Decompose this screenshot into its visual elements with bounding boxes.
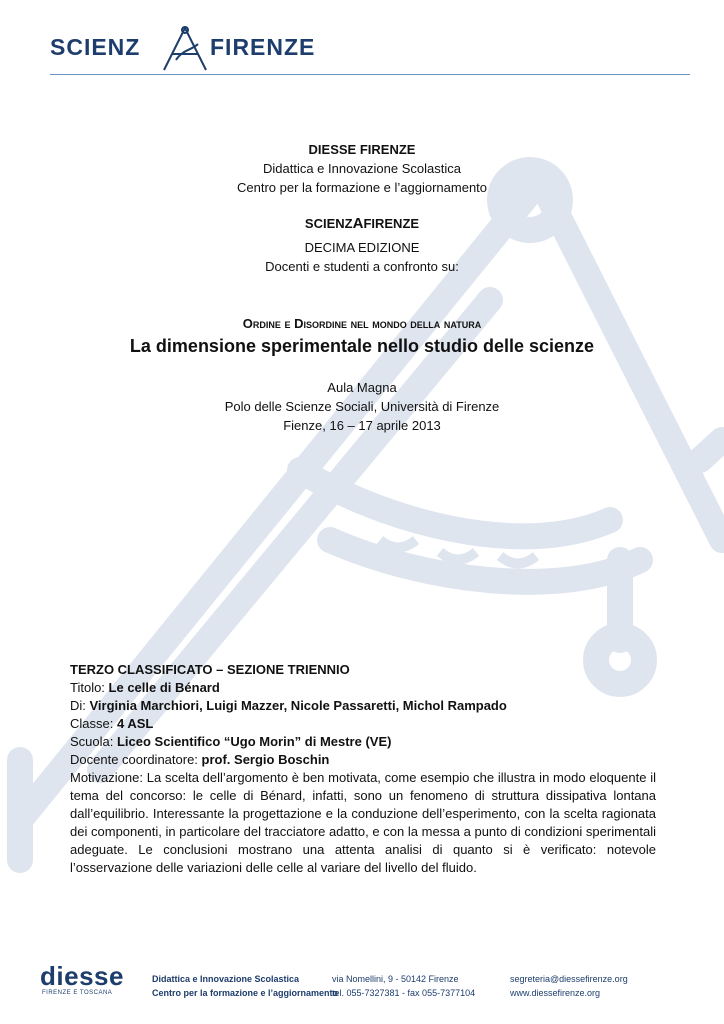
report-authors-value: Virginia Marchiori, Luigi Mazzer, Nicole Passaretti, Michol Rampado xyxy=(89,698,507,713)
topic-block xyxy=(0,314,724,359)
footer-website-link[interactable]: www.diessefirenze.org xyxy=(510,988,601,998)
report-title-row xyxy=(70,679,656,697)
footer-logo-sub: FIRENZE E TOSCANA xyxy=(42,990,113,996)
footer-phone-line: tel. 055-7327381 - fax 055-7377104 xyxy=(332,988,476,998)
footer-logo xyxy=(40,962,130,996)
report-school-value: Liceo Scientifico “Ugo Morin” di Mestre (VE) xyxy=(116,734,392,749)
compass-logo-icon xyxy=(162,24,208,72)
footer-address-line: via Nomellini, 9 - 50142 Firenze xyxy=(332,974,459,984)
report-class-label: Classe: xyxy=(70,716,117,731)
venue-place: Aula Magna xyxy=(327,380,397,395)
edition-block xyxy=(0,214,724,276)
org-line-1: Didattica e Innovazione Scolastica xyxy=(262,161,461,176)
edition-title-part-a: SCIENZ xyxy=(304,216,353,231)
edition-title xyxy=(0,214,724,233)
venue-institution: Polo delle Scienze Sociali, Università di Firenze xyxy=(224,399,500,414)
footer-org-info xyxy=(152,972,338,1000)
org-line-2: Centro per la formazione e l’aggiornamento xyxy=(236,180,488,195)
page-footer xyxy=(0,962,724,1002)
report-teacher-row xyxy=(70,751,656,769)
report-title-value: Le celle di Bénard xyxy=(108,680,220,695)
report-teacher-value: prof. Sergio Boschin xyxy=(201,752,330,767)
edition-subtitle: Docenti e studenti a confronto su: xyxy=(265,259,459,274)
report-title-label: Titolo: xyxy=(70,680,109,695)
footer-email-link[interactable]: segreteria@diessefirenze.org xyxy=(510,974,628,984)
organization-block xyxy=(0,140,724,197)
topic-small-title: Ordine e Disordine nel mondo della natura xyxy=(242,316,482,331)
edition-name: DECIMA EDIZIONE xyxy=(304,240,420,255)
logo-text-left: SCIENZ xyxy=(50,34,141,60)
report-section-title: TERZO CLASSIFICATO – SEZIONE TRIENNIO xyxy=(70,662,350,677)
footer-contacts xyxy=(510,972,628,1000)
header-logo xyxy=(50,22,340,76)
report-class-row xyxy=(70,715,656,733)
logo-text-right: FIRENZE xyxy=(210,34,316,60)
award-report xyxy=(70,661,656,877)
report-school-row xyxy=(70,733,656,751)
footer-address xyxy=(332,972,475,1000)
venue-date: Fienze, 16 – 17 aprile 2013 xyxy=(283,418,441,433)
report-motivation: Motivazione: La scelta dell’argomento è ben motivata, come esempio che illustra in modo eloquente il tema del concorso: le celle di Bénard, infatti, sono un fenomeno di struttura dissipativa lontana dall’equilibrio. Interessante la progettazione e la conduzione dell’esperimento, con la scelta ragionata dei componenti, in particolare del tracciatore adatto, e con la messa a punto di condizioni sperimentali adeguate. Le conclusioni mostrano una attenta analisi di quanto si è verificato: notevole l’osservazione delle variazioni delle celle al variare del livello del fluido. xyxy=(70,770,656,875)
edition-title-part-c: FIRENZE xyxy=(363,216,420,231)
report-authors-row xyxy=(70,697,656,715)
header-divider xyxy=(50,74,690,75)
footer-org-line-1: Didattica e Innovazione Scolastica xyxy=(152,974,300,984)
report-teacher-label: Docente coordinatore: xyxy=(70,752,202,767)
report-school-label: Scuola: xyxy=(70,734,117,749)
report-authors-label: Di: xyxy=(70,698,90,713)
topic-main-title: La dimensione sperimentale nello studio delle scienze xyxy=(129,336,595,356)
footer-logo-word: diesse xyxy=(40,961,124,991)
venue-block xyxy=(0,378,724,435)
footer-org-line-2: Centro per la formazione e l’aggiornamento xyxy=(152,988,339,998)
edition-title-part-b: A xyxy=(352,215,364,232)
report-class-value: 4 ASL xyxy=(116,716,154,731)
org-name: DIESSE FIRENZE xyxy=(308,142,416,157)
